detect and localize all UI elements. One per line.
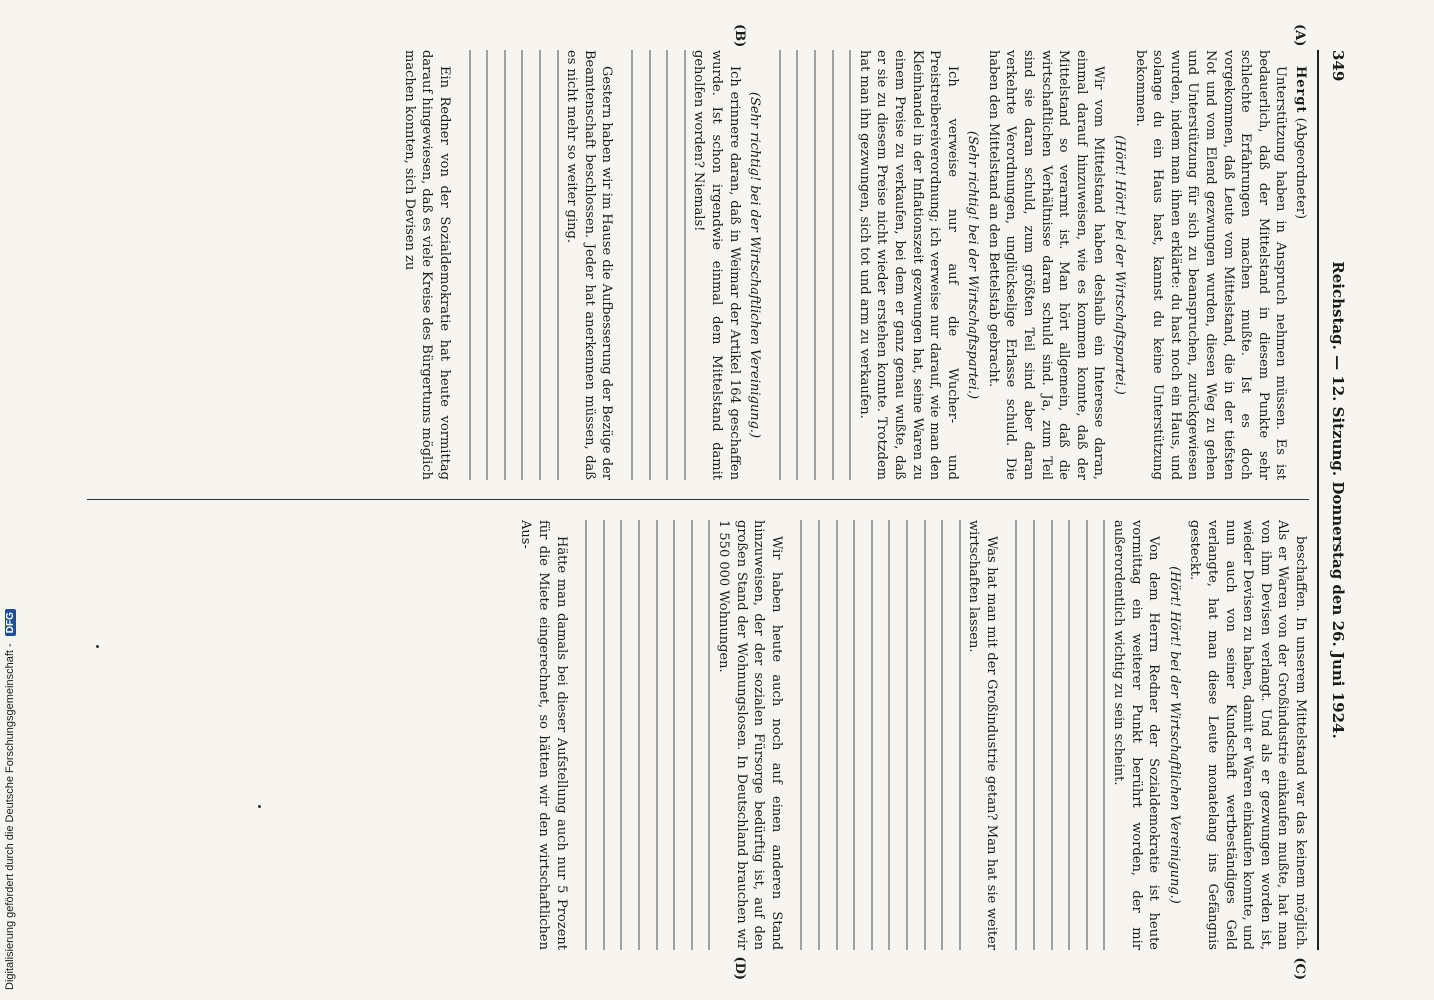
scan-speck (258, 805, 261, 808)
right-paragraph-3: Was hat man mit der Großindustrie getan? Man hat sie weiter wirtschaften lassen. (966, 520, 999, 950)
right-paragraph-4: Wir haben heute auch noch auf einen anderen Stand hinzuweisen, der der sozialen Fürsorge bedürftig ist, auf den großen Stand der Wohnungslosen. In Deutschland brauchen wir 1 550 000 Wohnungen. (716, 520, 784, 950)
left-paragraph-1: Unterstützung haben in Anspruch nehmen müssen. Es ist bedauerlich, daß der Mittelstand in diesem Punkte sehr schlechte Erfahrungen machen mußte. Ist es doch vorgekommen, daß Leute vom Mittelstand, die in der tiefsten Not und vom Elend gezwungen wurden, diesen Weg zu gehen und Unterstützung für sich zu beanspruchen, zurückgewiesen wurden, indem man ihnen erklärte: du hast noch ein Haus, und solange du ein Haus hast, kannst du keine Unterstützung bekommen. (1132, 50, 1289, 480)
footer-credit (2, 290, 16, 990)
header-rule (1317, 50, 1319, 950)
column-divider (87, 499, 1309, 500)
speaker-line (1291, 50, 1309, 480)
left-paragraph-5: Gestern haben wir im Hause die Aufbesserung der Bezüge der Beamtenschaft beschlossen. Jeder hat anerkennen müssen, daß es nicht mehr so weiter ging. (564, 50, 615, 480)
left-paragraph-2: Wir vom Mittelstand haben deshalb ein Interesse daran, einmal darauf hinzuweisen, wie es kommen konnte, daß der Mittelstand so verarmt ist. Man hört allgemein, daß die wirtschaftlichen Verhältnisse daran schuld sind. Ja, zum Teil sind sie daran schuld, zum größten Teil sind aber daran verkehrte Verordnungen, unglückselige Erlasse schuld. Die haben den Mittelstand an den Bettelstab gebracht. (985, 50, 1107, 480)
left-column (87, 50, 1309, 480)
interjection-4: (Hört! Hört! bei der Wirtschaftlichen Vereinigung.) (1166, 566, 1182, 904)
left-paragraph-4: Ich erinnere daran, daß in Weimar der Artikel 164 geschaffen wurde. Ist schon irgendwie einmal dem Mittelstand damit geholfen worden? Niemals! (691, 50, 742, 480)
right-paragraph-2: Von dem Herrn Redner der Sozialdemokratie ist heute vormittag ein weiterer Punkt berührt worden, der mir außerordentlich wichtig zu sein scheint. (1111, 520, 1162, 950)
illegible-text-block (800, 520, 960, 950)
right-paragraph-1: beschaffen. In unserem Mittelstand war das keinem möglich. Als er Waren von der Großindustrie einkaufen mußte, hat man von ihm Devisen verlangt. Und als er gezwungen worden ist, wieder Devisen zu haben, damit er Waren einkaufen konnte, und nun auch von seiner Kundschaft wertbeständiges Geld verlangte, hat man diese Leute monatelang ins Gefängnis gesteckt. (1187, 520, 1308, 950)
speaker-name: Hergt (1293, 66, 1308, 114)
interjection-2: (Sehr richtig! bei der Wirtschaftspartei.) (965, 130, 981, 400)
rotated-page (67, 10, 1367, 990)
speaker-note: (Abgeordneter) (1293, 117, 1308, 220)
dfg-logo-icon: DFG (5, 609, 16, 636)
right-paragraph-5: Hätte man damals bei dieser Aufstellung auch nur 5 Prozent für die Miete eingerechnet, so hätten wir den wirtschaftlichen Aus- (518, 520, 569, 950)
interjection-1: (Hört! Hört! bei der Wirtschaftspartei.) (1112, 135, 1128, 395)
marker-a: (A) (1292, 24, 1307, 47)
illegible-text-block (469, 50, 559, 480)
right-column (87, 520, 1309, 950)
left-paragraph-3: Ich verweise nur auf die Wucher- und Preistreibereiverordnung; ich verweise nur darauf, wie man den Kleinhandel in der Inflationszeit gezwungen hat, seine Waren zu einem Preise zu verkaufen, bei dem er ganz genau wußte, daß er sie zu diesem Preise nicht wieder erstehen konnte. Trotzdem hat man ihn gezwungen, sich tot und arm zu verkaufen. (856, 50, 960, 480)
illegible-text-block (631, 50, 686, 480)
page-header (1321, 50, 1347, 950)
scan-speck (96, 645, 99, 648)
illegible-text-block (779, 50, 851, 480)
marker-d: (D) (732, 956, 747, 980)
illegible-text-block (585, 520, 710, 950)
marker-b: (B) (732, 24, 747, 48)
interjection-3: (Sehr richtig! bei der Wirtschaftlichen Vereinigung.) (747, 91, 763, 439)
running-title: Reichstag. — 12. Sitzung. Donnerstag den 26. Juni 1924. (1329, 261, 1347, 739)
left-paragraph-6: Ein Redner von der Sozialdemokratie hat heute vormittag darauf hingewiesen, daß es viele Kreise des Bürgertums möglich machen konnten, sich Devisen zu (401, 50, 453, 480)
illegible-text-block (1016, 520, 1106, 950)
page-number: 349 (1329, 50, 1347, 82)
footer-text: Digitalisierung gefördert durch die Deutsche Forschungsgemeinschaft - (4, 643, 16, 990)
marker-c: (C) (1292, 957, 1307, 980)
